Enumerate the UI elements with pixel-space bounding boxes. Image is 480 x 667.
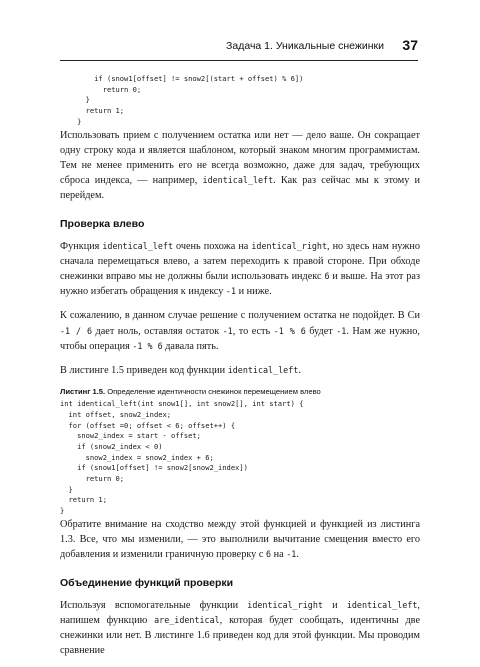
chapter-title: Задача 1. Уникальные снежинки bbox=[226, 40, 384, 52]
paragraph-modulo: Использовать прием с получением остатка или нет — дело ваше. Он сокращает одну строку кода и является шаблоном, который знаком многим программистам. Тем не менее применить его не всегда возможно, даже для задач, требующих сброса индекса, — например, identical_left. Как раз сейчас мы к этому и перейдем. bbox=[60, 129, 420, 202]
paragraph-listing-ref: В листинге 1.5 приведен код функции identical_left. bbox=[60, 364, 301, 376]
heading-check-left: Проверка влево bbox=[60, 217, 145, 230]
listing-caption bbox=[60, 387, 420, 396]
paragraph-remainder: К сожалению, в данном случае решение с получением остатка не подойдет. В Си -1 / 6 дает ноль, оставляя остаток -1, то есть -1 % 6 будет -1. Нам же нужно, чтобы операция -1 % 6 давала пять. bbox=[60, 310, 420, 352]
paragraph-identical-left: Функция identical_left очень похожа на identical_right, но здесь нам нужно сначала перемещаться влево, а затем переходить к правой стороне. При обходе снежинки вправо мы не должны были использовать индекс 6 и выше. На этот раз нужно избегать обращения к индексу -1 и ниже. bbox=[60, 240, 421, 298]
code-block-top: if (snow1[offset] != snow2[(start + offset) % 6]) return 0; } return 1; } bbox=[77, 74, 304, 126]
code-listing-1-5: int identical_left(int snow1[], int snow2[], int start) { int offset, snow2_index; for (offset =0; offset < 6; offset++) { snow2_index = start - offset; if (snow2_index < 0) snow2_index = snow2_index + 6; if (snow1[offset] != snow2[snow2_index]) return 0; } return 1; } bbox=[60, 399, 304, 516]
heading-combine: Объединение функций проверки bbox=[60, 576, 234, 589]
listing-number: Листинг 1.5. bbox=[60, 387, 106, 397]
running-header bbox=[60, 38, 418, 61]
paragraph-are-identical: Используя вспомогательные функции identical_right и identical_left, напишем функцию are_identical, которая будет сообщать, идентичны две снежинки или нет. В листинге 1.6 приведен код для этой функции. Мы проводим сравнение bbox=[60, 599, 420, 657]
page-number: 37 bbox=[402, 37, 418, 53]
paragraph-similarity: Обратите внимание на сходство между этой функцией и функцией из листинга 1.3. Все, что мы изменили, — это выполнили вычитание смещения вместо его добавления и изменили граничную проверку с 6 на -1. bbox=[60, 518, 420, 561]
listing-title: Определение идентичности снежинок перемещением влево bbox=[107, 387, 321, 397]
page-content bbox=[60, 74, 420, 667]
